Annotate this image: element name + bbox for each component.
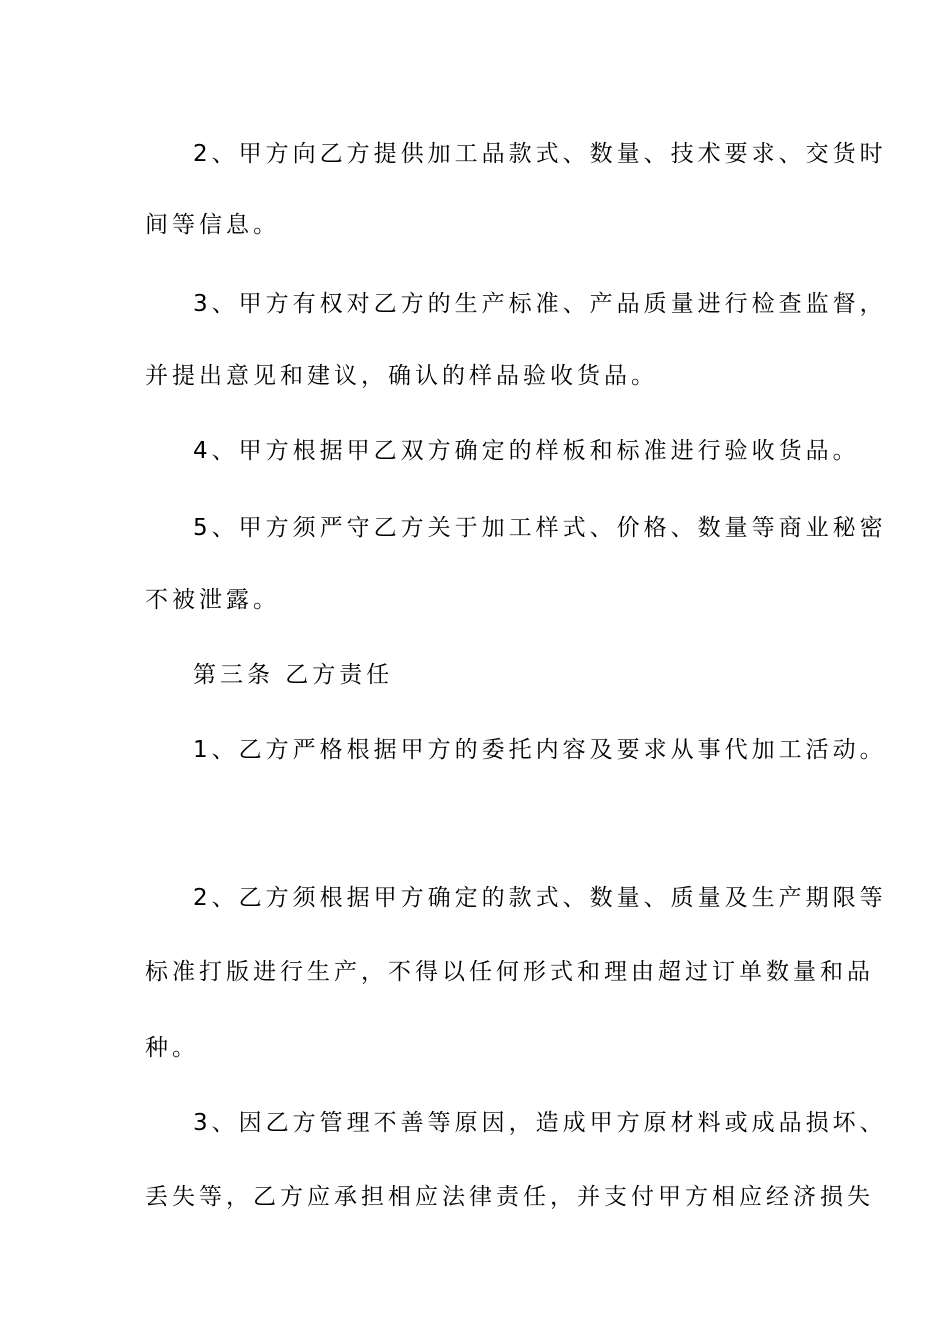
party-b-clause-2-line-1: 2、乙方须根据甲方确定的款式、数量、质量及生产期限等: [193, 885, 887, 911]
clause-3-line-2: 并提出意见和建议，确认的样品验收货品。: [145, 363, 658, 389]
clause-2-line-1: 2、甲方向乙方提供加工品款式、数量、技术要求、交货时: [193, 141, 887, 167]
clause-5-line-2: 不被泄露。: [145, 587, 280, 613]
party-b-clause-2-line-2: 标准打版进行生产，不得以任何形式和理由超过订单数量和品: [145, 959, 874, 985]
section-heading: 第三条 乙方责任: [193, 662, 394, 688]
party-b-clause-3-line-2: 丢失等，乙方应承担相应法律责任，并支付甲方相应经济损失: [145, 1184, 874, 1210]
party-b-clause-2-line-3: 种。: [145, 1035, 199, 1061]
clause-2-line-2: 间等信息。: [145, 212, 280, 238]
clause-4-line-1: 4、甲方根据甲乙双方确定的样板和标准进行验收货品。: [193, 438, 860, 464]
party-b-clause-1-line-1: 1、乙方严格根据甲方的委托内容及要求从事代加工活动。: [193, 737, 887, 763]
clause-5-line-1: 5、甲方须严守乙方关于加工样式、价格、数量等商业秘密: [193, 515, 887, 541]
clause-3-line-1: 3、甲方有权对乙方的生产标准、产品质量进行检查监督，: [193, 291, 887, 317]
party-b-clause-3-line-1: 3、因乙方管理不善等原因，造成甲方原材料或成品损坏、: [193, 1110, 887, 1136]
